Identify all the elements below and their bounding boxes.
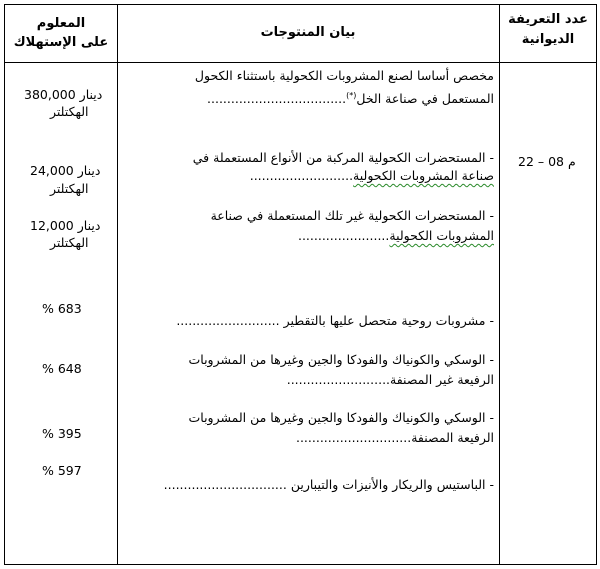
- header-divider: [4, 62, 597, 63]
- row-1-value: 380,000 دينار: [24, 87, 103, 102]
- row-3-line1: - المستحضرات الكحولية غير تلك المستعملة في صناعة: [210, 208, 494, 223]
- row-1-line2: المستعمل في صناعة الخل(*)...................................: [207, 91, 494, 107]
- row-4-line1: - مشروبات روحية متحصل عليها بالتقطير ..........................: [176, 313, 494, 328]
- row-1-unit: الهكتلتر: [50, 104, 89, 119]
- header-tariff-line1: عدد التعريفة: [508, 12, 588, 27]
- row-3-value: 12,000 دينار: [30, 218, 101, 233]
- row-2-line1: - المستحضرات الكحولية المركبة من الأنواع المستعملة في: [192, 150, 494, 165]
- row-7-line1: - الباستيس والريكار والأنيزات والتيبارين ...............................: [163, 477, 494, 492]
- row-7-dots: ...............................: [163, 477, 287, 492]
- row-3-unit: الهكتلتر: [50, 235, 89, 250]
- footnote-marker: (*): [346, 91, 357, 100]
- header-description: بيان المنتوجات: [260, 25, 356, 40]
- row-7-value: % 597: [42, 463, 82, 478]
- header-duty-line2: على الإستهلاك: [13, 35, 109, 50]
- row-6-value: % 395: [42, 426, 82, 441]
- row-6-line2: الرفيعة المصنفة.............................: [295, 430, 494, 445]
- row-5-line2: الرفيعة غير المصنفة..........................: [286, 372, 494, 387]
- row-2-value: 24,000 دينار: [30, 163, 101, 178]
- column-divider-tariff: [499, 4, 500, 565]
- row-3-line2: المشروبات الكحولية.......................: [297, 228, 494, 243]
- column-divider-duty: [117, 4, 118, 565]
- row-2-dots: ..........................: [249, 168, 354, 183]
- tariff-number: م 08 – 22: [518, 154, 576, 169]
- row-4-value: % 683: [42, 301, 82, 316]
- row-5-dots: ..........................: [286, 372, 391, 387]
- row-2-unit: الهكتلتر: [50, 181, 89, 196]
- row-2-line2: صناعة المشروبات الكحولية..........................: [249, 168, 494, 183]
- row-5-line1: - الوسكي والكونياك والفودكا والجين وغيرها من المشروبات: [188, 352, 494, 367]
- row-5-value: % 648: [42, 361, 82, 376]
- row-4-dots: ..........................: [176, 313, 280, 328]
- row-6-line1: - الوسكي والكونياك والفودكا والجين وغيرها من المشروبات: [188, 410, 494, 425]
- row-1-line1: مخصص أساسا لصنع المشروبات الكحولية باستثناء الكحول: [194, 68, 494, 83]
- header-duty-line1: المعلوم: [36, 16, 86, 31]
- header-tariff-line2: الديوانية: [521, 32, 575, 47]
- row-1-dots: ...................................: [207, 91, 347, 107]
- row-6-dots: .............................: [295, 430, 412, 445]
- row-3-dots: .......................: [297, 228, 390, 243]
